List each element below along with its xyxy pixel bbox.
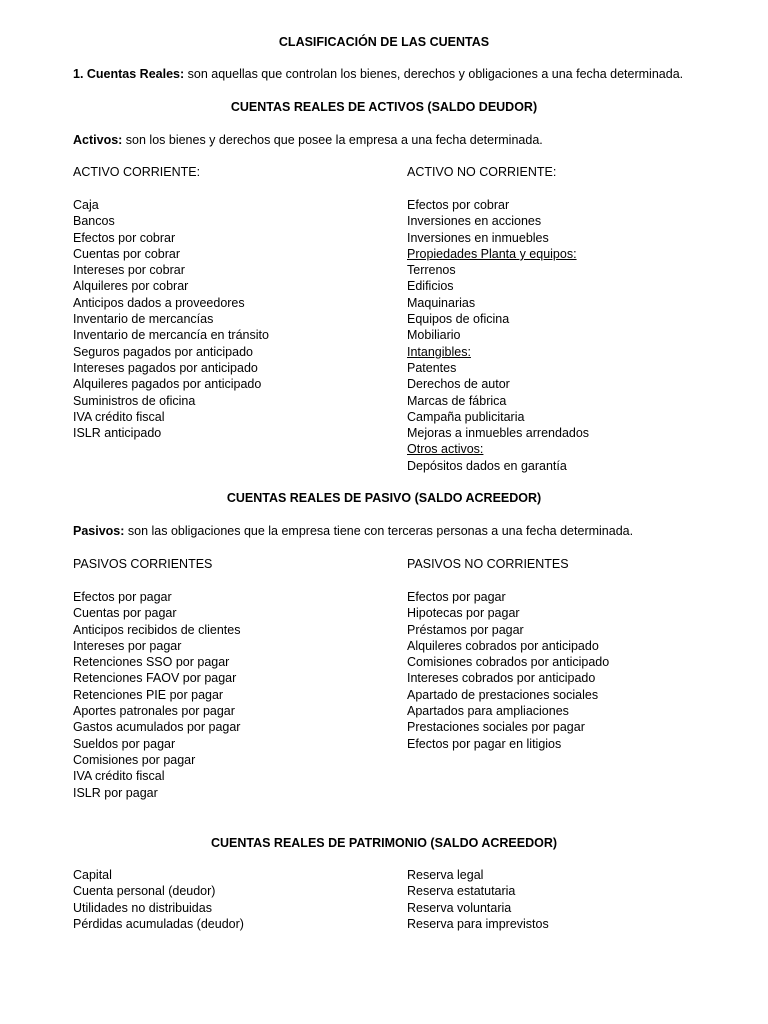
list-item: Pérdidas acumuladas (deudor) [73, 916, 244, 931]
list-item: Caja [73, 198, 99, 212]
list-item: Capital [73, 868, 112, 882]
list-item: Reserva para imprevistos [407, 916, 549, 931]
list-item: IVA crédito fiscal [73, 409, 165, 424]
list-item: Cuentas por pagar [73, 606, 177, 621]
list-item: Efectos por cobrar [407, 198, 510, 212]
list-item: Mobiliario [407, 328, 461, 343]
list-item: ISLR por pagar [73, 785, 158, 800]
list-item: Comisiones cobrados por anticipado [407, 655, 610, 670]
intro-paragraph [73, 66, 683, 82]
activos-def-label: Activos: [73, 133, 123, 147]
list-item: Equipos de oficina [407, 312, 510, 327]
list-item: Utilidades no distribuidas [73, 900, 212, 915]
list-item: Inventario de mercancías [73, 312, 214, 327]
intro-label: 1. Cuentas Reales: [73, 67, 185, 81]
list-item: Apartados para ampliaciones [407, 704, 569, 719]
list-item: Retenciones SSO por pagar [73, 655, 230, 670]
list-item: Cuentas por cobrar [73, 246, 181, 261]
list-item: Campaña publicitaria [407, 409, 525, 424]
list-item: Inventario de mercancía en tránsito [73, 328, 269, 343]
list-item: Derechos de autor [407, 377, 510, 392]
subgroup-heading: Propiedades Planta y equipos: [407, 246, 577, 261]
list-item: Intereses por cobrar [73, 263, 185, 278]
list-item: Marcas de fábrica [407, 393, 507, 408]
list-item: Efectos por pagar [407, 590, 506, 604]
list-item: Alquileres por cobrar [73, 279, 189, 294]
list-item: Hipotecas por pagar [407, 606, 520, 621]
list-item: Efectos por pagar en litigios [407, 736, 562, 751]
list-item: Reserva legal [407, 868, 484, 882]
list-item: Efectos por pagar [73, 590, 172, 604]
list-item: Edificios [407, 279, 454, 294]
list-item: Alquileres cobrados por anticipado [407, 638, 599, 653]
pasivos-heading: CUENTAS REALES DE PASIVO (SALDO ACREEDOR) [226, 491, 542, 505]
pasivos-corrientes-title: PASIVOS CORRIENTES [73, 557, 213, 571]
list-item: Apartado de prestaciones sociales [407, 687, 599, 702]
list-item: Reserva estatutaria [407, 884, 516, 899]
list-item: Cuenta personal (deudor) [73, 884, 216, 899]
list-item: Inversiones en inmuebles [407, 230, 549, 245]
list-item: Anticipos recibidos de clientes [73, 622, 241, 637]
list-item: Sueldos por pagar [73, 736, 176, 751]
document-title: CLASIFICACIÓN DE LAS CUENTAS [278, 35, 490, 49]
list-item: Seguros pagados por anticipado [73, 344, 253, 359]
list-item: Intereses cobrados por anticipado [407, 671, 596, 686]
list-item: Suministros de oficina [73, 393, 196, 408]
subgroup-heading: Otros activos: [407, 442, 484, 457]
list-item: Bancos [73, 214, 115, 229]
activos-definition [73, 132, 543, 148]
list-item: ISLR anticipado [73, 426, 162, 441]
list-item: Maquinarias [407, 295, 476, 310]
list-item: Préstamos por pagar [407, 622, 524, 637]
activo-corriente-list [73, 197, 269, 441]
list-item: Inversiones en acciones [407, 214, 542, 229]
list-item: Terrenos [407, 263, 456, 278]
pasivos-no-corrientes-title: PASIVOS NO CORRIENTES [407, 557, 569, 571]
list-item: Retenciones PIE por pagar [73, 687, 224, 702]
list-item: Prestaciones sociales por pagar [407, 720, 585, 735]
pasivos-corrientes-list [73, 589, 240, 801]
patrimonio-left-list [73, 867, 244, 932]
list-item: Patentes [407, 360, 457, 375]
list-item: Efectos por cobrar [73, 230, 176, 245]
list-item: Comisiones por pagar [73, 752, 196, 767]
activos-heading: CUENTAS REALES DE ACTIVOS (SALDO DEUDOR) [230, 100, 538, 114]
list-item: Reserva voluntaria [407, 900, 512, 915]
pasivos-no-corrientes-list [407, 589, 609, 752]
activo-corriente-title: ACTIVO CORRIENTE: [73, 165, 201, 179]
list-item: Anticipos dados a proveedores [73, 295, 245, 310]
activos-def-text: son los bienes y derechos que posee la empresa a una fecha determinada. [122, 133, 543, 147]
list-item: Alquileres pagados por anticipado [73, 377, 262, 392]
list-item: Intereses pagados por anticipado [73, 360, 258, 375]
list-item: Depósitos dados en garantía [407, 458, 567, 473]
list-item: IVA crédito fiscal [73, 769, 165, 784]
list-item: Retenciones FAOV por pagar [73, 671, 237, 686]
intro-text: son aquellas que controlan los bienes, derechos y obligaciones a una fecha determinada. [184, 67, 684, 81]
activo-no-corriente-title: ACTIVO NO CORRIENTE: [407, 165, 557, 179]
subgroup-heading: Intangibles: [407, 344, 471, 359]
patrimonio-right-list [407, 867, 549, 932]
pasivos-def-text: son las obligaciones que la empresa tiene con terceras personas a una fecha determinada. [124, 524, 634, 538]
list-item: Intereses por pagar [73, 638, 182, 653]
pasivos-def-label: Pasivos: [73, 524, 125, 538]
list-item: Gastos acumulados por pagar [73, 720, 241, 735]
activo-no-corriente-list [407, 197, 589, 474]
list-item: Aportes patronales por pagar [73, 704, 235, 719]
patrimonio-heading: CUENTAS REALES DE PATRIMONIO (SALDO ACREEDOR) [210, 836, 558, 850]
list-item: Mejoras a inmuebles arrendados [407, 426, 590, 441]
pasivos-definition [73, 523, 633, 539]
